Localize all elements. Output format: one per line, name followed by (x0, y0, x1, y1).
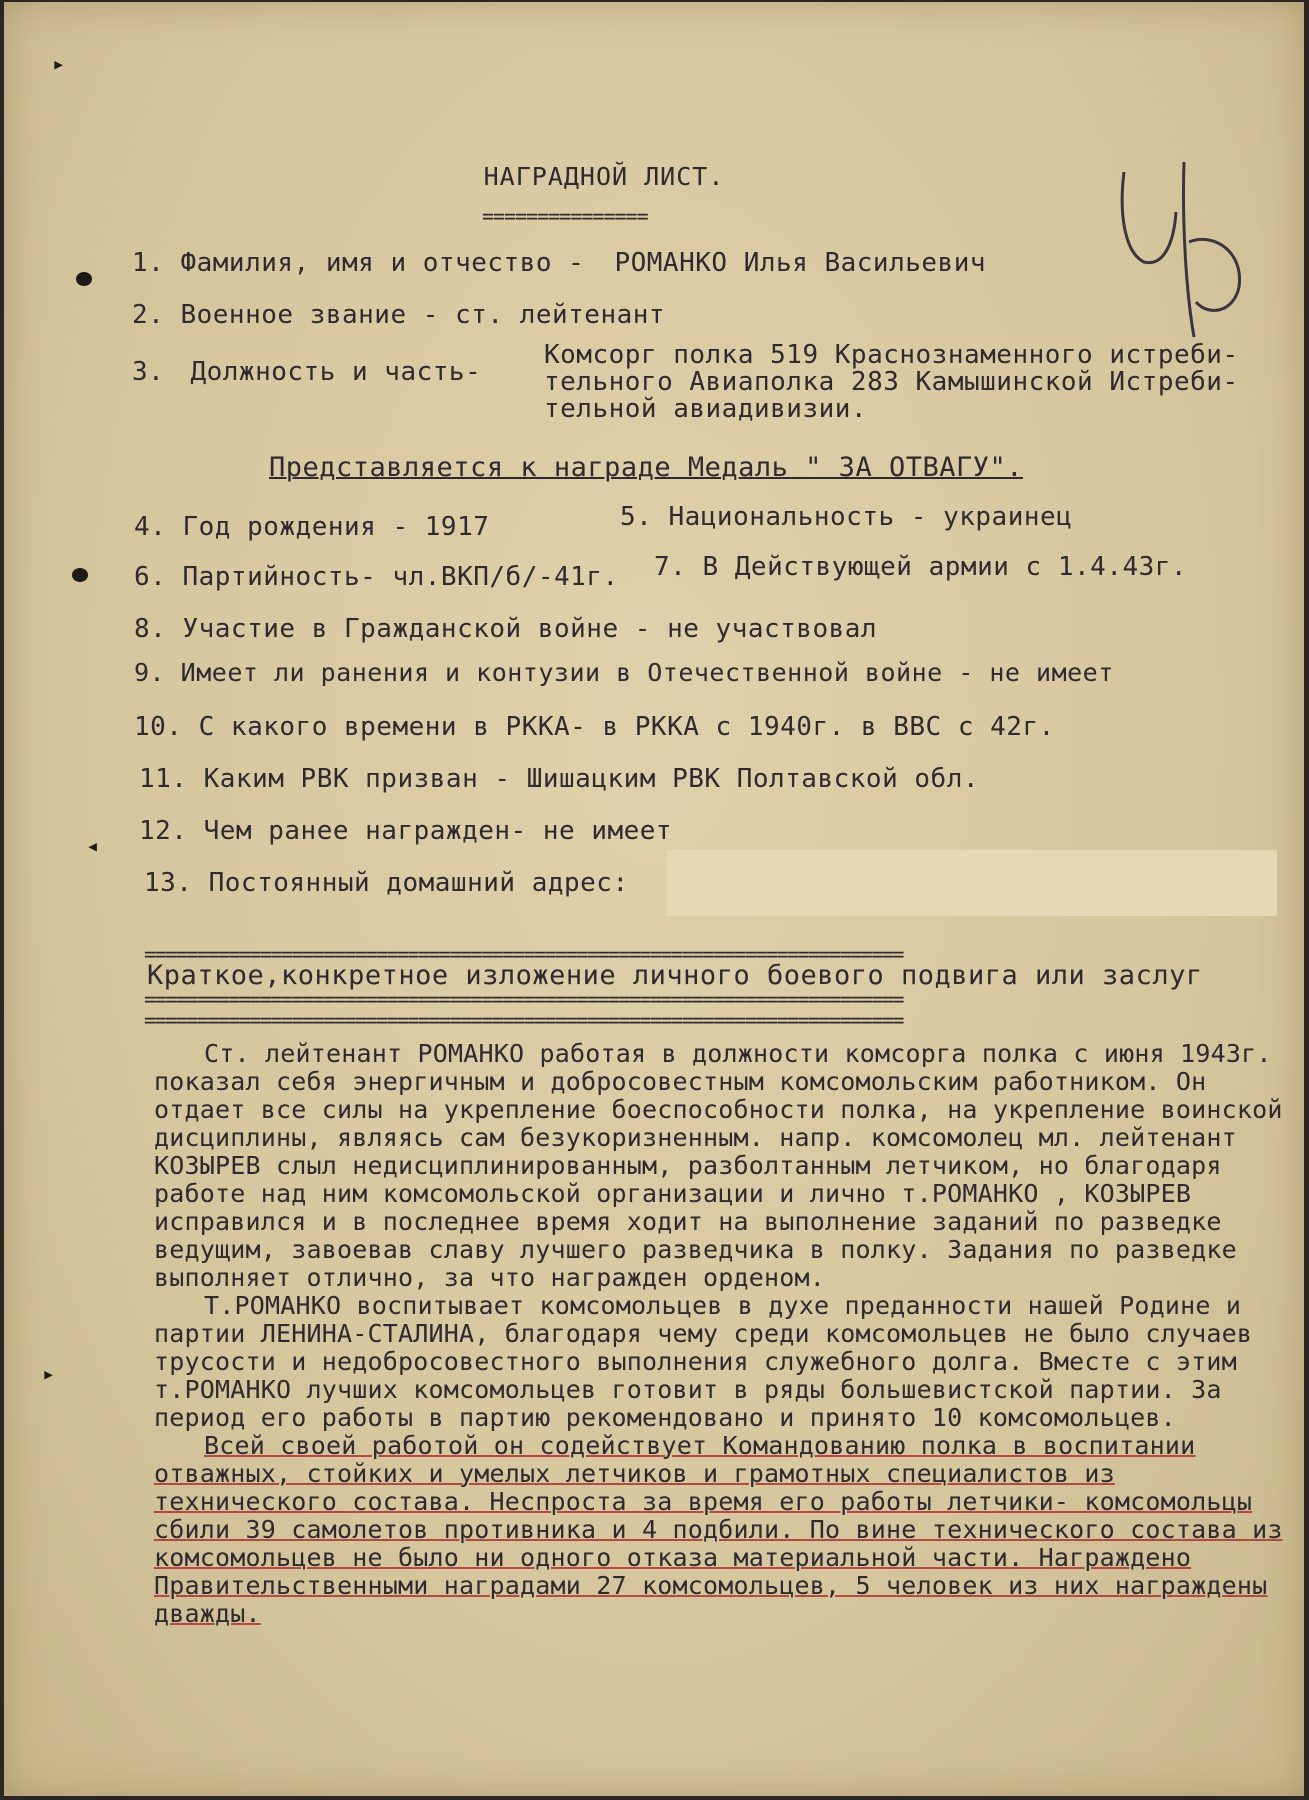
field-label: Национальность - (668, 502, 927, 532)
field-8 (134, 614, 877, 644)
edge-mark: ◂ (86, 834, 100, 859)
field-num: 5. (620, 502, 653, 532)
field-value: не имеет (989, 658, 1114, 687)
paragraph: Ст. лейтенант РОМАНКО работая в должности комсорга полка с июня 1943г. показал себя энергичным и добросовестным комсомольским работником. Он отдает все силы на укрепление боеспособности полка, на укрепление воинской дисциплины, являясь сам безукоризненным. напр. комсомолец мл. лейтенант КОЗЫРЕВ слыл недисциплинированным, разболтанным летчиком, но благодаря работе над ним комсомольской организации и лично т.РОМАНКО , КОЗЫРЕВ исправился и в последнее время ходит на выполнение заданий по разведке ведущим, завоевав славу лучшего разведчика в полку. Задания по разведке выполняет отлично, за что награжден орденом. (154, 1039, 1283, 1292)
field-11 (139, 764, 979, 794)
field-value: РОМАНКО Илья Васильевич (614, 248, 986, 278)
field-value: 1917 (424, 512, 490, 542)
field-label: Год рождения - (182, 512, 409, 542)
paragraph: Всей своей работой он содействует Командованию полка в воспитании отважных, стойких и умелых летчиков и грамотных специалистов из технического состава. Неспроста за время его работы летчики- комсомольцы сбили 39 самолетов противника и 4 подбили. По вине технического состава из комсомольцев не было ни одного отказа материальной части. Награждено Правительственными наградами 27 комсомольцев, 5 человек из них награждены дважды. (154, 1431, 1283, 1628)
section-title: Краткое,конкретное изложение личного боевого подвига или заслуг (147, 960, 1203, 991)
field-num: 7. (654, 552, 687, 582)
field-3-value: Комсорг полка 519 Краснознаменного истреби- (544, 340, 1239, 370)
field-13 (144, 868, 629, 898)
award-sheet (4, 2, 1304, 1796)
field-num: 3. (132, 357, 165, 387)
field-3-value-cont: тельного Авиаполка 283 Камышинской Истреби- (544, 367, 1239, 397)
field-value: не участвовал (667, 614, 878, 644)
field-value: Шишацким РВК Полтавской обл. (526, 764, 979, 794)
separator: ======================================================================== (144, 987, 903, 1011)
field-num: 6. (134, 562, 167, 592)
field-10 (134, 712, 1055, 742)
field-9 (134, 658, 1114, 687)
field-num: 8. (134, 614, 167, 644)
field-2 (132, 300, 665, 330)
field-value: 1.4.43г. (1057, 552, 1188, 582)
nomination: Представляется к награде Медаль " ЗА ОТВАГУ". (269, 452, 1023, 483)
field-label: В Действующей армии с (702, 552, 1042, 582)
field-label: Должность и часть- (190, 357, 482, 387)
edge-mark: ▸ (52, 52, 66, 77)
field-label: Военное звание - (180, 300, 439, 330)
field-label: Чем ранее награжден- (203, 816, 527, 846)
field-num: 9. (134, 658, 166, 687)
field-num: 13. (144, 868, 193, 898)
field-value: чл.ВКП/б/-41г. (392, 562, 619, 592)
field-12 (139, 816, 672, 846)
binder-hole (76, 272, 92, 286)
field-1 (132, 248, 986, 278)
field-label: Участие в Гражданской войне - (182, 614, 651, 644)
field-3 (132, 357, 481, 387)
field-num: 12. (139, 816, 188, 846)
field-value: в РККА с 1940г. в ВВС с 42г. (602, 712, 1055, 742)
field-value: украинец (943, 502, 1073, 532)
field-3-value-cont: тельной авиадивизии. (544, 394, 868, 424)
field-label: Имеет ли ранения и контузии в Отечественной войне - (180, 658, 974, 687)
field-value: не имеет (542, 816, 673, 846)
title-underline: =============== (482, 204, 648, 228)
field-6 (134, 562, 619, 592)
field-4 (134, 512, 489, 542)
field-value: ст. лейтенант (455, 300, 666, 330)
page-title: НАГРАДНОЙ ЛИСТ. (483, 162, 725, 191)
field-num: 10. (134, 712, 183, 742)
field-num: 2. (132, 300, 165, 330)
field-label: Каким РВК призван - (203, 764, 511, 794)
paragraph: Т.РОМАНКО воспитывает комсомольцев в духе преданности нашей Родине и партии ЛЕНИНА-СТАЛИНА, благодаря чему среди комсомольцев не было случаев трусости и недобросовестного выполнения служебного долга. Вместе с этим т.РОМАНКО лучших комсомольцев готовит в ряды большевистской партии. За период его работы в партию рекомендовано и принято 10 комсомольцев. (154, 1291, 1253, 1432)
separator: ======================================================================== (144, 1008, 903, 1032)
field-label: Постоянный домашний адрес: (208, 868, 629, 898)
merit-description (154, 1040, 1299, 1628)
field-num: 4. (134, 512, 167, 542)
redacted-address (667, 850, 1277, 916)
field-7 (654, 552, 1187, 582)
separator: ======================================================================== (144, 942, 903, 966)
field-num: 1. (132, 248, 165, 278)
field-label: Фамилия, имя и отчество - (180, 248, 585, 278)
field-5 (620, 502, 1072, 532)
edge-mark: ▸ (42, 1362, 56, 1387)
field-label: Партийность- (182, 562, 377, 592)
field-num: 11. (139, 764, 188, 794)
field-label: С какого времени в РККА- (198, 712, 587, 742)
binder-hole (72, 568, 88, 582)
